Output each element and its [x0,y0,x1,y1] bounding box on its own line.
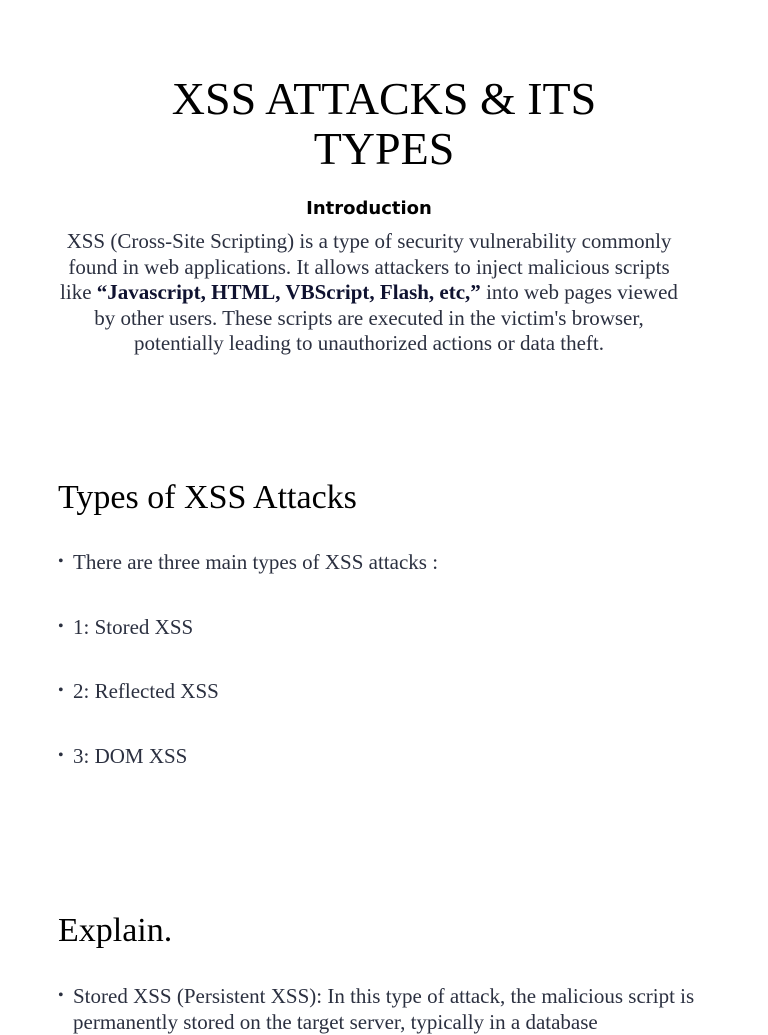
types-section-title: Types of XSS Attacks [58,479,357,516]
intro-text-before: XSS (Cross-Site Scripting) is a type of security vulnerability commonly found in web applications. It allows attackers to inject malicious scripts like [60,229,672,305]
list-item [58,549,718,575]
intro-paragraph [60,229,678,357]
intro-text-after: into web pages viewed by other users. These scripts are executed in the victim's browser, potentially leading to unauthorized actions or data theft. [94,280,678,356]
intro-emphasis: “Javascript, HTML, VBScript, Flash, etc,” [96,280,481,305]
bullet-glyph: • [58,553,64,570]
intro-heading: Introduction [306,198,432,219]
bullet-glyph: • [58,987,64,1004]
list-item-text: 2: Reflected XSS [73,679,219,703]
list-item [58,678,718,704]
bullet-glyph: • [58,747,64,764]
list-item-text: Stored XSS (Persistent XSS): In this type of attack, the malicious script is permanently stored on the target server, typically in a database [73,984,695,1034]
list-item [58,743,718,769]
list-item [58,614,718,640]
list-item-text: There are three main types of XSS attacks : [73,550,439,574]
explain-section-title: Explain. [58,912,173,949]
list-item-text: 1: Stored XSS [73,615,194,639]
page-title [0,74,768,174]
title-line-1: XSS ATTACKS & ITS [171,73,597,124]
bullet-glyph: • [58,682,64,699]
bullet-glyph: • [58,618,64,635]
list-item [58,983,718,1035]
list-item-text: 3: DOM XSS [73,744,188,768]
title-line-2: TYPES [313,123,455,174]
